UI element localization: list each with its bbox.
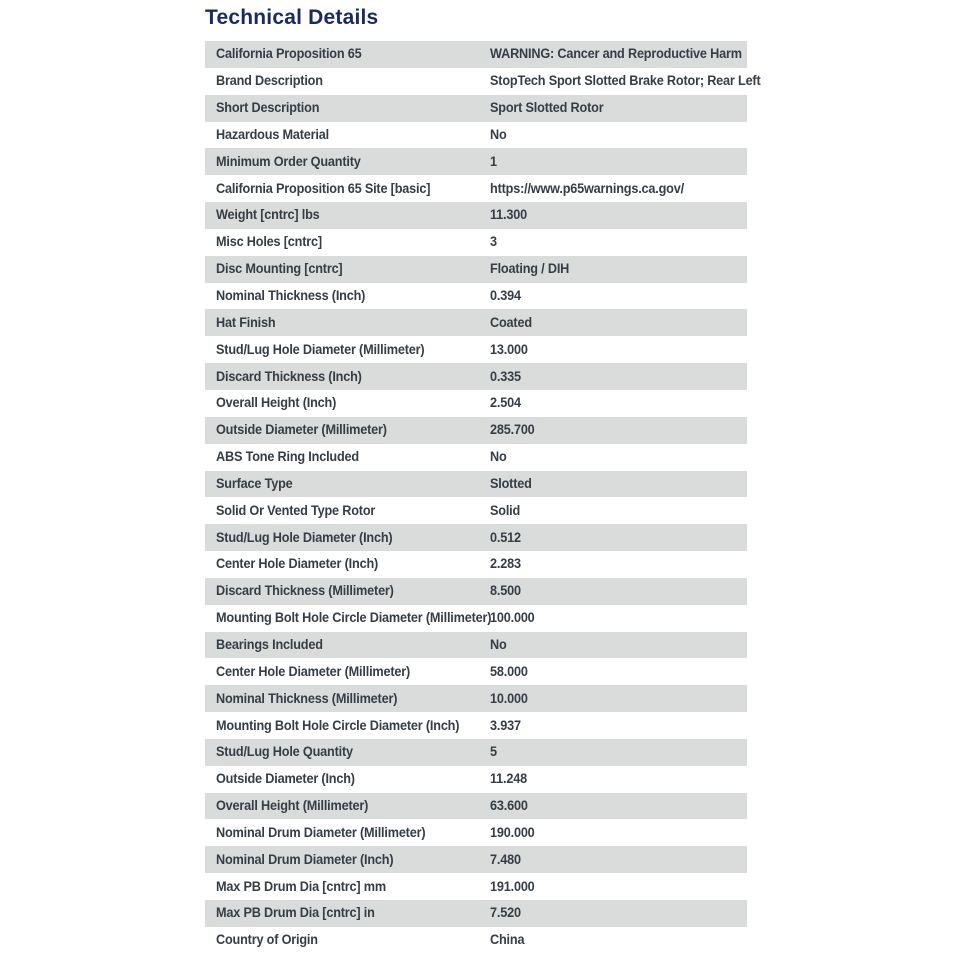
row-value: No [490, 126, 507, 142]
technical-details-section [205, 6, 761, 954]
row-value: 11.300 [490, 207, 527, 223]
row-value: No [490, 449, 507, 465]
row-value: 7.520 [490, 905, 521, 921]
row-label: Center Hole Diameter (Inch) [216, 556, 379, 572]
row-value: No [490, 636, 507, 652]
row-value-cell [490, 314, 747, 332]
table-row [205, 605, 747, 632]
row-label-cell [205, 368, 490, 386]
row-value-cell [490, 555, 747, 573]
row-label: Discard Thickness (Inch) [216, 368, 362, 384]
row-value: Floating / DIH [490, 261, 570, 277]
row-label: Surface Type [216, 475, 293, 491]
row-label: Max PB Drum Dia [cntrc] in [216, 905, 375, 921]
table-row [205, 497, 747, 524]
row-value: 3 [490, 234, 497, 250]
row-label: Discard Thickness (Millimeter) [216, 583, 394, 599]
row-value-cell [490, 72, 786, 90]
row-label: Minimum Order Quantity [216, 153, 361, 169]
row-label: Mounting Bolt Hole Circle Diameter (Inch) [216, 717, 460, 733]
row-value: 8.500 [490, 583, 521, 599]
row-label: Hazardous Material [216, 126, 329, 142]
table-row [205, 95, 747, 122]
table-row [205, 766, 747, 793]
row-value-cell [490, 99, 747, 117]
table-row [205, 685, 747, 712]
table-row [205, 873, 747, 900]
row-label: California Proposition 65 Site [basic] [216, 180, 431, 196]
row-label-cell [205, 314, 490, 332]
table-row [205, 175, 747, 202]
row-label-cell [205, 582, 490, 600]
row-label-cell [205, 233, 490, 251]
row-label: Country of Origin [216, 932, 318, 948]
row-value: 0.335 [490, 368, 521, 384]
row-value: Coated [490, 314, 532, 330]
row-label: Brand Description [216, 73, 323, 89]
row-value-cell [490, 287, 747, 305]
row-value-cell [490, 206, 747, 224]
table-row [205, 632, 747, 659]
row-label: Solid Or Vented Type Rotor [216, 502, 376, 518]
row-label-cell [205, 743, 490, 761]
row-label-cell [205, 609, 490, 627]
row-value: 2.504 [490, 395, 521, 411]
row-value-cell [490, 180, 747, 198]
table-row [205, 471, 747, 498]
row-label: Disc Mounting [cntrc] [216, 261, 343, 277]
row-label: California Proposition 65 [216, 46, 362, 62]
row-label-cell [205, 851, 490, 869]
table-row [205, 658, 747, 685]
row-label-cell [205, 690, 490, 708]
table-row [205, 309, 747, 336]
table-row [205, 122, 747, 149]
row-label-cell [205, 448, 490, 466]
table-row [205, 336, 747, 363]
row-label: Overall Height (Millimeter) [216, 798, 369, 814]
row-value: 3.937 [490, 717, 521, 733]
row-value: 2.283 [490, 556, 521, 572]
row-label-cell [205, 99, 490, 117]
row-label-cell [205, 717, 490, 735]
row-value-cell [490, 126, 747, 144]
row-label: Nominal Drum Diameter (Millimeter) [216, 824, 426, 840]
row-value-cell [490, 368, 747, 386]
table-row [205, 148, 747, 175]
row-label: Max PB Drum Dia [cntrc] mm [216, 878, 386, 894]
row-label: Misc Holes [cntrc] [216, 234, 322, 250]
table-row [205, 68, 761, 95]
row-value-cell [490, 153, 747, 171]
row-label-cell [205, 45, 490, 63]
row-value: China [490, 932, 525, 948]
row-value: 58.000 [490, 663, 528, 679]
page-title: Technical Details [205, 6, 379, 29]
table-row [205, 363, 747, 390]
row-value-cell [490, 341, 747, 359]
row-value-cell [490, 529, 747, 547]
row-value-cell [490, 878, 747, 896]
row-label-cell [205, 72, 490, 90]
row-value: 191.000 [490, 878, 535, 894]
table-row [205, 256, 747, 283]
row-label-cell [205, 931, 490, 949]
row-label-cell [205, 904, 490, 922]
row-label: Nominal Thickness (Millimeter) [216, 690, 398, 706]
row-label-cell [205, 421, 490, 439]
row-label: Stud/Lug Hole Diameter (Millimeter) [216, 341, 425, 357]
row-value: 63.600 [490, 798, 528, 814]
row-label: Center Hole Diameter (Millimeter) [216, 663, 411, 679]
table-row [205, 229, 747, 256]
row-value: 0.512 [490, 529, 521, 545]
row-value-cell [490, 931, 747, 949]
row-value: Solid [490, 502, 521, 518]
row-value-cell [490, 609, 747, 627]
row-value: 285.700 [490, 422, 535, 438]
row-label-cell [205, 878, 490, 896]
table-row [205, 202, 747, 229]
table-row [205, 578, 747, 605]
row-label-cell [205, 824, 490, 842]
row-label: Outside Diameter (Inch) [216, 771, 355, 787]
table-row [205, 41, 747, 68]
row-value: https://www.p65warnings.ca.gov/ [490, 180, 684, 196]
row-value-cell [490, 636, 747, 654]
row-value-cell [490, 717, 747, 735]
row-label-cell [205, 206, 490, 224]
row-label-cell [205, 475, 490, 493]
row-value: 7.480 [490, 851, 521, 867]
row-label-cell [205, 502, 490, 520]
row-value: Sport Slotted Rotor [490, 100, 604, 116]
row-value: 1 [490, 153, 497, 169]
row-label: Short Description [216, 100, 320, 116]
row-label-cell [205, 153, 490, 171]
row-label: Bearings Included [216, 636, 323, 652]
row-value-cell [490, 260, 747, 278]
row-label: Stud/Lug Hole Diameter (Inch) [216, 529, 393, 545]
row-label: Nominal Thickness (Inch) [216, 288, 366, 304]
table-row [205, 283, 747, 310]
row-value-cell [490, 770, 747, 788]
row-value-cell [490, 475, 747, 493]
row-value: WARNING: Cancer and Reproductive Harm [490, 46, 742, 62]
table-row [205, 819, 747, 846]
table-row [205, 793, 747, 820]
table-row [205, 444, 747, 471]
row-label-cell [205, 180, 490, 198]
row-label-cell [205, 394, 490, 412]
row-label-cell [205, 287, 490, 305]
table-row [205, 417, 747, 444]
table-row [205, 846, 747, 873]
row-label-cell [205, 636, 490, 654]
row-value: Slotted [490, 475, 532, 491]
row-value: 11.248 [490, 771, 527, 787]
row-value: 190.000 [490, 824, 535, 840]
row-value-cell [490, 448, 747, 466]
row-label-cell [205, 797, 490, 815]
table-row [205, 524, 747, 551]
row-label-cell [205, 260, 490, 278]
row-value: 13.000 [490, 341, 528, 357]
row-value-cell [490, 233, 747, 251]
row-label: ABS Tone Ring Included [216, 449, 359, 465]
row-label-cell [205, 341, 490, 359]
row-value-cell [490, 851, 747, 869]
row-value-cell [490, 663, 747, 681]
row-value-cell [490, 797, 747, 815]
table-row [205, 927, 747, 954]
row-label: Hat Finish [216, 314, 276, 330]
row-value-cell [490, 582, 747, 600]
row-value: 10.000 [490, 690, 528, 706]
row-value-cell [490, 394, 747, 412]
row-label: Stud/Lug Hole Quantity [216, 744, 353, 760]
row-value-cell [490, 502, 747, 520]
row-value-cell [490, 690, 747, 708]
row-value: 100.000 [490, 610, 535, 626]
row-value: 0.394 [490, 288, 521, 304]
row-label-cell [205, 126, 490, 144]
row-value-cell [490, 743, 747, 761]
row-value-cell [490, 824, 747, 842]
row-value: 5 [490, 744, 497, 760]
table-row [205, 551, 747, 578]
row-value-cell [490, 45, 766, 63]
row-value: StopTech Sport Slotted Brake Rotor; Rear Left [490, 73, 761, 89]
row-label-cell [205, 663, 490, 681]
row-label: Weight [cntrc] lbs [216, 207, 320, 223]
row-value-cell [490, 421, 747, 439]
row-label: Mounting Bolt Hole Circle Diameter (Millimeter) [216, 610, 492, 626]
table-row [205, 712, 747, 739]
table-row [205, 390, 747, 417]
row-label: Outside Diameter (Millimeter) [216, 422, 387, 438]
row-label: Nominal Drum Diameter (Inch) [216, 851, 394, 867]
row-label-cell [205, 529, 490, 547]
row-value-cell [490, 904, 747, 922]
table-row [205, 900, 747, 927]
technical-details-table [205, 41, 761, 954]
row-label-cell [205, 555, 490, 573]
table-row [205, 739, 747, 766]
row-label-cell [205, 770, 490, 788]
row-label: Overall Height (Inch) [216, 395, 337, 411]
